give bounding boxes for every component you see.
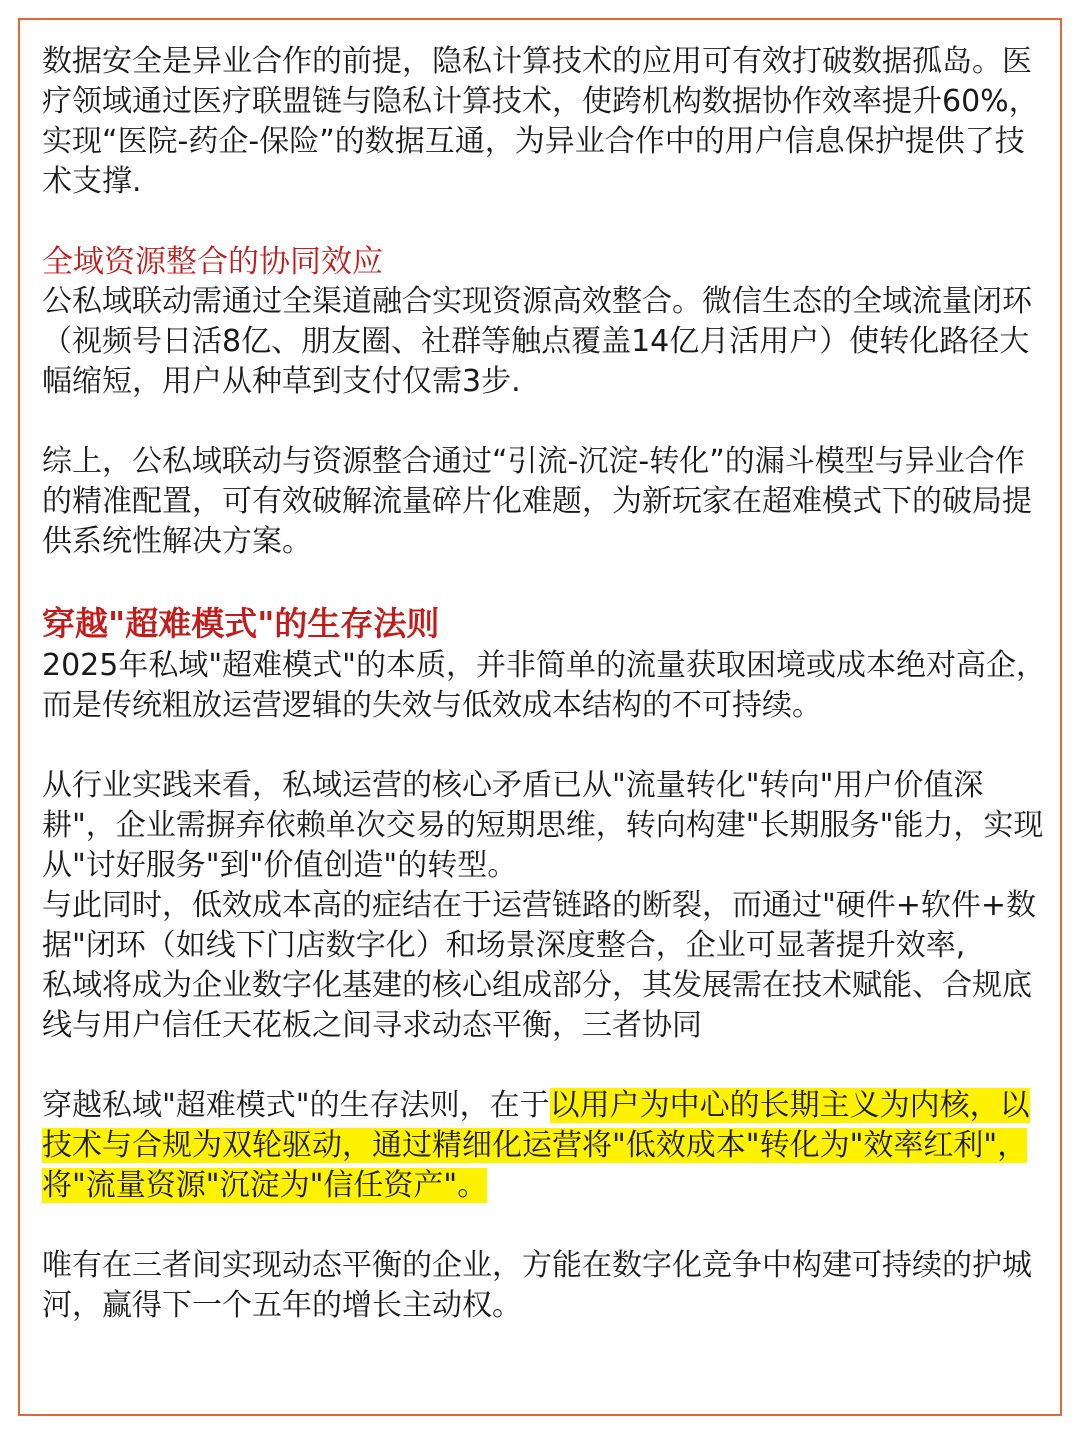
spacer [42, 1046, 1052, 1086]
spacer [42, 726, 1052, 766]
section-heading-survival: 穿越"超难模式"的生存法则 [42, 604, 440, 643]
paragraph-industry-practice: 从行业实践来看，私域运营的核心矛盾已从"流量转化"转向"用户价值深耕"，企业需摒弃依赖单次交易的短期思维，转向构建"长期服务"能力，实现从"讨好服务"到"价值创造"的转型。 [42, 768, 1044, 883]
spacer [42, 202, 1052, 242]
highlighted-text: 以用户为中心的长期主义为内核，以技术与合规为双轮驱动，通过精细化运营将"低效成本"转化为"效率红利"，将"流量资源"沉淀为"信任资产"。 [42, 1088, 1030, 1203]
paragraph-cost-bottleneck: 与此同时，低效成本高的症结在于运营链路的断裂，而通过"硬件+软件+数据"闭环（如线下门店数字化）和场景深度整合，企业可显著提升效率, [42, 888, 1037, 963]
paragraph-essence: 2025年私域"超难模式"的本质，并非简单的流量获取困境或成本绝对高企，而是传统粗放运营逻辑的失效与低效成本结构的不可持续。 [42, 648, 1046, 723]
spacer [42, 562, 1052, 602]
paragraph-conclusion: 唯有在三者间实现动态平衡的企业，方能在数字化竞争中构建可持续的护城河，赢得下一个五年的增长主动权。 [42, 1248, 1032, 1323]
article-body [42, 42, 1052, 1326]
paragraph-omnichannel: 公私域联动需通过全渠道融合实现资源高效整合。微信生态的全域流量闭环（视频号日活8亿、朋友圈、社群等触点覆盖14亿月活用户）使转化路径大幅缩短，用户从种草到支付仅需3步. [42, 284, 1032, 399]
paragraph-summary: 综上，公私域联动与资源整合通过“引流-沉淀-转化”的漏斗模型与异业合作的精准配置，可有效破解流量碎片化难题，为新玩家在超难模式下的破局提供系统性解决方案。 [42, 444, 1032, 559]
survival-rule-lead: 穿越私域"超难模式"的生存法则，在于 [42, 1088, 550, 1123]
paragraph-survival-rule [42, 1086, 1052, 1206]
spacer [42, 402, 1052, 442]
spacer [42, 1206, 1052, 1246]
paragraph-data-security: 数据安全是异业合作的前提，隐私计算技术的应用可有效打破数据孤岛。医疗领域通过医疗联盟链与隐私计算技术，使跨机构数据协作效率提升60%，实现“医院-药企-保险”的数据互通，为异业合作中的用户信息保护提供了技术支撑. [42, 44, 1039, 199]
paragraph-digital-infrastructure: 私域将成为企业数字化基建的核心组成部分，其发展需在技术赋能、合规底线与用户信任天花板之间寻求动态平衡，三者协同 [42, 968, 1032, 1043]
section-heading-synergy: 全域资源整合的协同效应 [42, 244, 383, 280]
